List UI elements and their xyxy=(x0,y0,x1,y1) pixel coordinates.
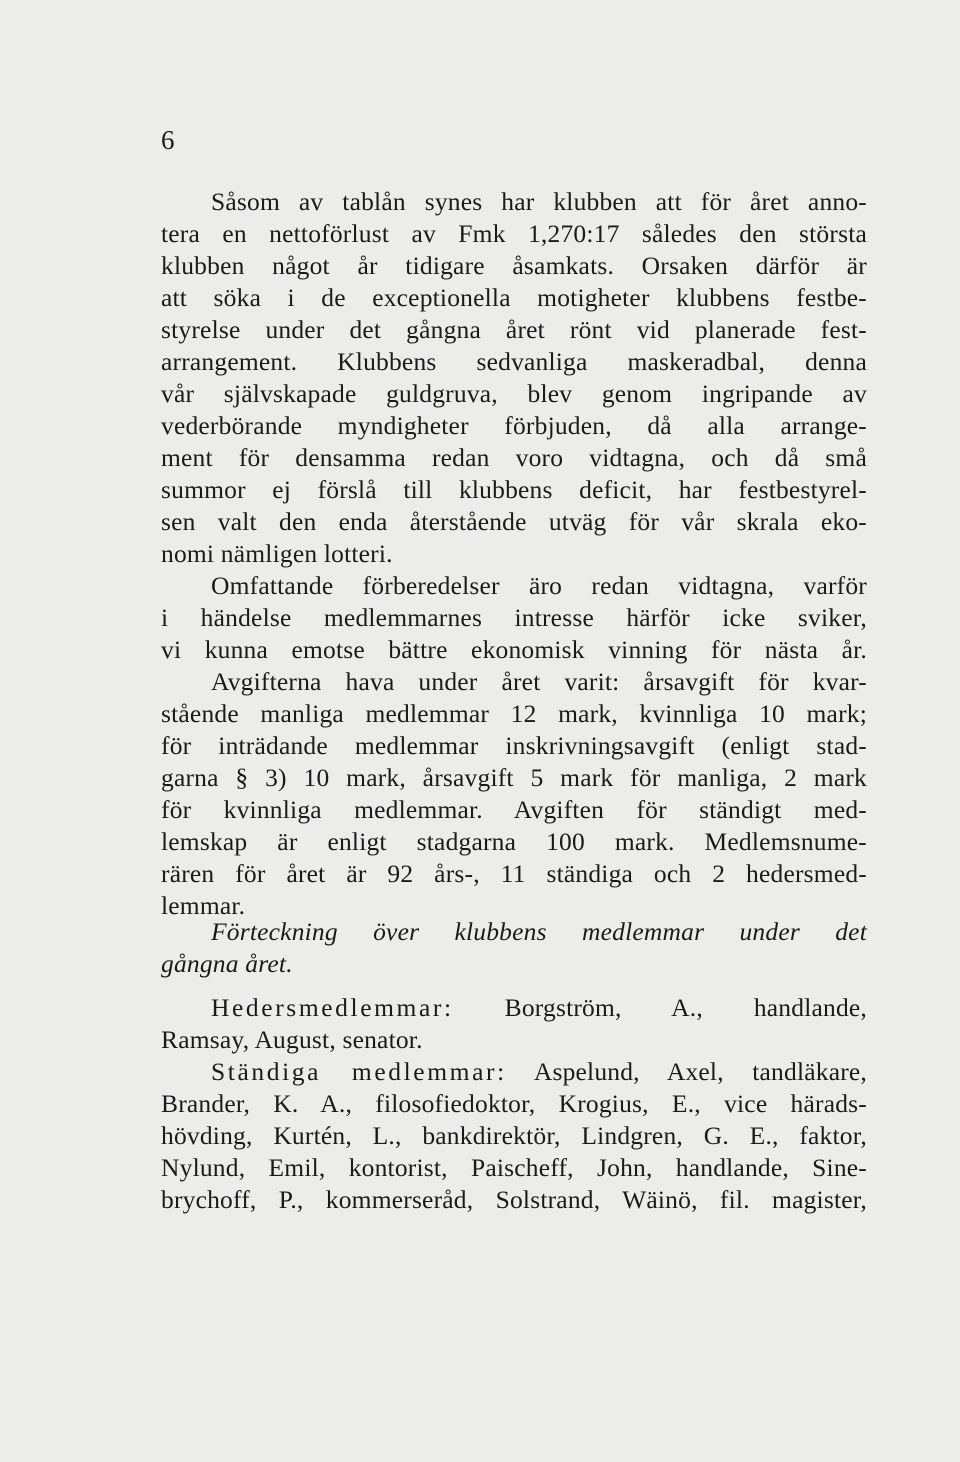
paragraph-line: vår självskapade guldgruva, blev genom ingripande av xyxy=(161,379,867,408)
paragraph-line: att söka i de exceptionella motigheter klubbens festbe- xyxy=(161,283,867,312)
paragraph-line: Avgifterna hava under året varit: årsavgift för kvar- xyxy=(211,667,867,696)
paragraph-line: Såsom av tablån synes har klubben att för året anno- xyxy=(211,187,867,216)
permanent-members-names: Aspelund, Axel, tandläkare, xyxy=(506,1057,867,1086)
member-list xyxy=(161,992,867,1216)
paragraph-line: styrelse under det gångna året rönt vid planerade fest- xyxy=(161,315,867,344)
honorary-members-line xyxy=(161,992,867,1024)
permanent-members-line: Nylund, Emil, kontorist, Paischeff, John, handlande, Sine- xyxy=(161,1153,867,1182)
member-list-heading xyxy=(161,916,867,980)
paragraph-line: lemmar. xyxy=(161,891,246,920)
paragraph-line: arrangement. Klubbens sedvanliga maskeradbal, denna xyxy=(161,347,867,376)
permanent-members-label: Ständiga medlemmar: xyxy=(211,1057,507,1086)
heading-line: gångna året. xyxy=(161,949,293,978)
permanent-members-line xyxy=(161,1056,867,1088)
paragraph-line: för inträdande medlemmar inskrivningsavgift (enligt stad- xyxy=(161,731,867,760)
paragraph-line: rären för året är 92 års-, 11 ständiga och 2 hedersmed- xyxy=(161,859,867,888)
paragraph-line: Omfattande förberedelser äro redan vidtagna, varför xyxy=(211,571,867,600)
honorary-members-line: Ramsay, August, senator. xyxy=(161,1025,423,1054)
paragraph-line: lemskap är enligt stadgarna 100 mark. Medlemsnume- xyxy=(161,827,867,856)
paragraph-line: vi kunna emotse bättre ekonomisk vinning för nästa år. xyxy=(161,635,867,664)
honorary-members-label: Hedersmedlemmar: xyxy=(211,993,454,1022)
paragraph-line: sen valt den enda återstående utväg för vår skrala eko- xyxy=(161,507,867,536)
permanent-members-line: brychoff, P., kommerseråd, Solstrand, Wäinö, fil. magister, xyxy=(161,1185,867,1214)
paragraph-line: nomi nämligen lotteri. xyxy=(161,539,393,568)
honorary-members-names: Borgström, A., handlande, xyxy=(453,993,867,1022)
heading-line: Förteckning över klubbens medlemmar under det xyxy=(211,917,867,946)
permanent-members-line: hövding, Kurtén, L., bankdirektör, Lindgren, G. E., faktor, xyxy=(161,1121,867,1150)
paragraph-line: vederbörande myndigheter förbjuden, då alla arrange- xyxy=(161,411,867,440)
paragraph-line: för kvinnliga medlemmar. Avgiften för ständigt med- xyxy=(161,795,867,824)
permanent-members-line: Brander, K. A., filosofiedoktor, Krogius, E., vice härads- xyxy=(161,1089,867,1118)
paragraph-line: klubben något år tidigare åsamkats. Orsaken därför är xyxy=(161,251,867,280)
paragraph-line: tera en nettoförlust av Fmk 1,270:17 således den största xyxy=(161,219,867,248)
paragraph-line: i händelse medlemmarnes intresse härför icke sviker, xyxy=(161,603,867,632)
paragraph-line: stående manliga medlemmar 12 mark, kvinnliga 10 mark; xyxy=(161,699,867,728)
paragraph-line: ment för densamma redan voro vidtagna, och då små xyxy=(161,443,867,472)
paragraph-line: garna § 3) 10 mark, årsavgift 5 mark för manliga, 2 mark xyxy=(161,763,867,792)
paragraph-line: summor ej förslå till klubbens deficit, har festbestyrel- xyxy=(161,475,867,504)
page-number: 6 xyxy=(161,125,175,155)
body-text xyxy=(161,186,867,922)
